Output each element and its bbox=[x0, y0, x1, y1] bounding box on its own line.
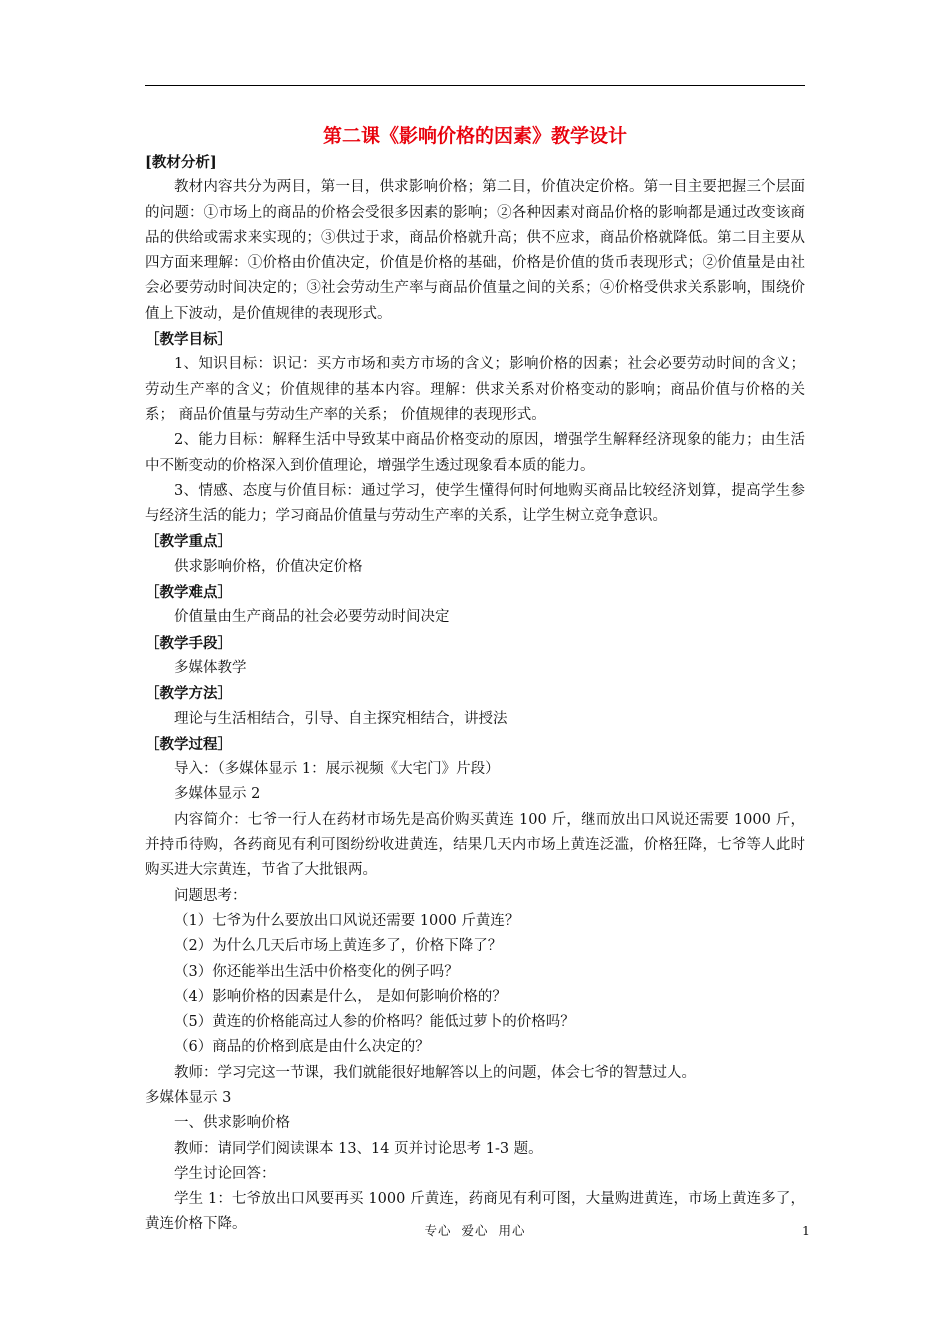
analysis-paragraph: 教材内容共分为两目，第一目，供求影响价格；第二目，价值决定价格。第一目主要把握三个层面的问题：①市场上的商品的价格会受很多因素的影响；②各种因素对商品价格的影响都是通过改变该商品的供给或需求来实现的；③供过于求，商品价格就升高；供不应求，商品价格就降低。第二目主要从四方面来理解：①价格由价值决定，价值是价格的基础，价格是价值的货币表现形式；②价值量是由社会必要劳动时间决定的；③社会劳动生产率与商品价值量之间的关系；④价格受供求关系影响，围绕价值上下波动，是价值规律的表现形式。 bbox=[145, 179, 805, 322]
question-item: （3）你还能举出生活中价格变化的例子吗？ bbox=[174, 963, 459, 980]
process-display-2: 多媒体显示 2 bbox=[174, 786, 261, 803]
process-display-3: 多媒体显示 3 bbox=[145, 1089, 232, 1106]
part-one-title: 一、供求影响价格 bbox=[174, 1115, 290, 1132]
methods-text: 理论与生活相结合，引导、自主探究相结合，讲授法 bbox=[174, 710, 508, 727]
process-summary: 内容简介：七爷一行人在药材市场先是高价购买黄连 100 斤，继而放出口风说还需要 1000 斤，并持币待购，各药商见有利可图纷纷收进黄连，结果几天内市场上黄连泛滥，价格狂降，七爷等人此时购买进大宗黄连，节省了大批银两。 bbox=[145, 811, 805, 879]
means-text: 多媒体教学 bbox=[174, 659, 247, 676]
heading-methods: ［教学方法］ bbox=[145, 685, 232, 703]
teacher-closing: 教师：学习完这一节课，我们就能很好地解答以上的问题，体会七爷的智慧过人。 bbox=[174, 1064, 696, 1081]
heading-means: ［教学手段］ bbox=[145, 634, 232, 652]
goal-knowledge: 1、知识目标：识记：买方市场和卖方市场的含义；影响价格的因素；社会必要劳动时间的含义；劳动生产率的含义；价值规律的基本内容。理解：供求关系对价格变动的影响；商品价值与价格的关系； 商品价值量与劳动生产率的关系； 价值规律的表现形式。 bbox=[145, 356, 805, 423]
heading-goals: ［教学目标］ bbox=[145, 331, 232, 349]
footer-motto: 专心 爱心 用心 bbox=[424, 1223, 526, 1238]
question-item: （4）影响价格的因素是什么， 是如何影响价格的？ bbox=[174, 988, 507, 1005]
goal-emotion: 3、情感、态度与价值目标：通过学习，使学生懂得何时何地购买商品比较经济划算，提高学生参与经济生活的能力；学习商品价值量与劳动生产率的关系，让学生树立竞争意识。 bbox=[145, 482, 805, 525]
heading-key-points: ［教学重点］ bbox=[145, 533, 232, 551]
process-intro: 导入：（多媒体显示 1：展示视频《大宅门》片段） bbox=[174, 761, 500, 778]
heading-difficulties: ［教学难点］ bbox=[145, 584, 232, 602]
goal-ability: 2、能力目标：解释生活中导致某中商品价格变动的原因，增强学生解释经济现象的能力；由生活中不断变动的价格深入到价值理论，增强学生透过现象看本质的能力。 bbox=[145, 432, 805, 474]
key-points-text: 供求影响价格，价值决定价格 bbox=[174, 558, 363, 575]
question-item: （2）为什么几天后市场上黄连多了，价格下降了？ bbox=[174, 938, 503, 955]
student-answer-1: 学生 1：七爷放出口风要再买 1000 斤黄连，药商见有利可图，大量购进黄连，市场上黄连多了，黄连价格下降。 bbox=[145, 1191, 805, 1233]
document-body bbox=[145, 150, 805, 1238]
questions-label: 问题思考： bbox=[174, 887, 247, 904]
header-rule bbox=[145, 85, 805, 86]
document-title: 第二课《影响价格的因素》教学设计 bbox=[322, 125, 627, 147]
question-item: （1）七爷为什么要放出口风说还需要 1000 斤黄连？ bbox=[174, 912, 520, 929]
heading-analysis: [教材分析] bbox=[145, 154, 217, 171]
teacher-task: 教师：请同学们阅读课本 13、14 页并讨论思考 1-3 题。 bbox=[174, 1140, 543, 1157]
page-number: 1 bbox=[802, 1223, 810, 1238]
question-item: （6）商品的价格到底是由什么决定的？ bbox=[174, 1039, 430, 1056]
discussion-label: 学生讨论回答： bbox=[174, 1165, 276, 1182]
question-item: （5）黄连的价格能高过人参的价格吗？能低过萝卜的价格吗？ bbox=[174, 1014, 575, 1031]
difficulties-text: 价值量由生产商品的社会必要劳动时间决定 bbox=[174, 609, 450, 626]
heading-process: ［教学过程］ bbox=[145, 735, 232, 753]
